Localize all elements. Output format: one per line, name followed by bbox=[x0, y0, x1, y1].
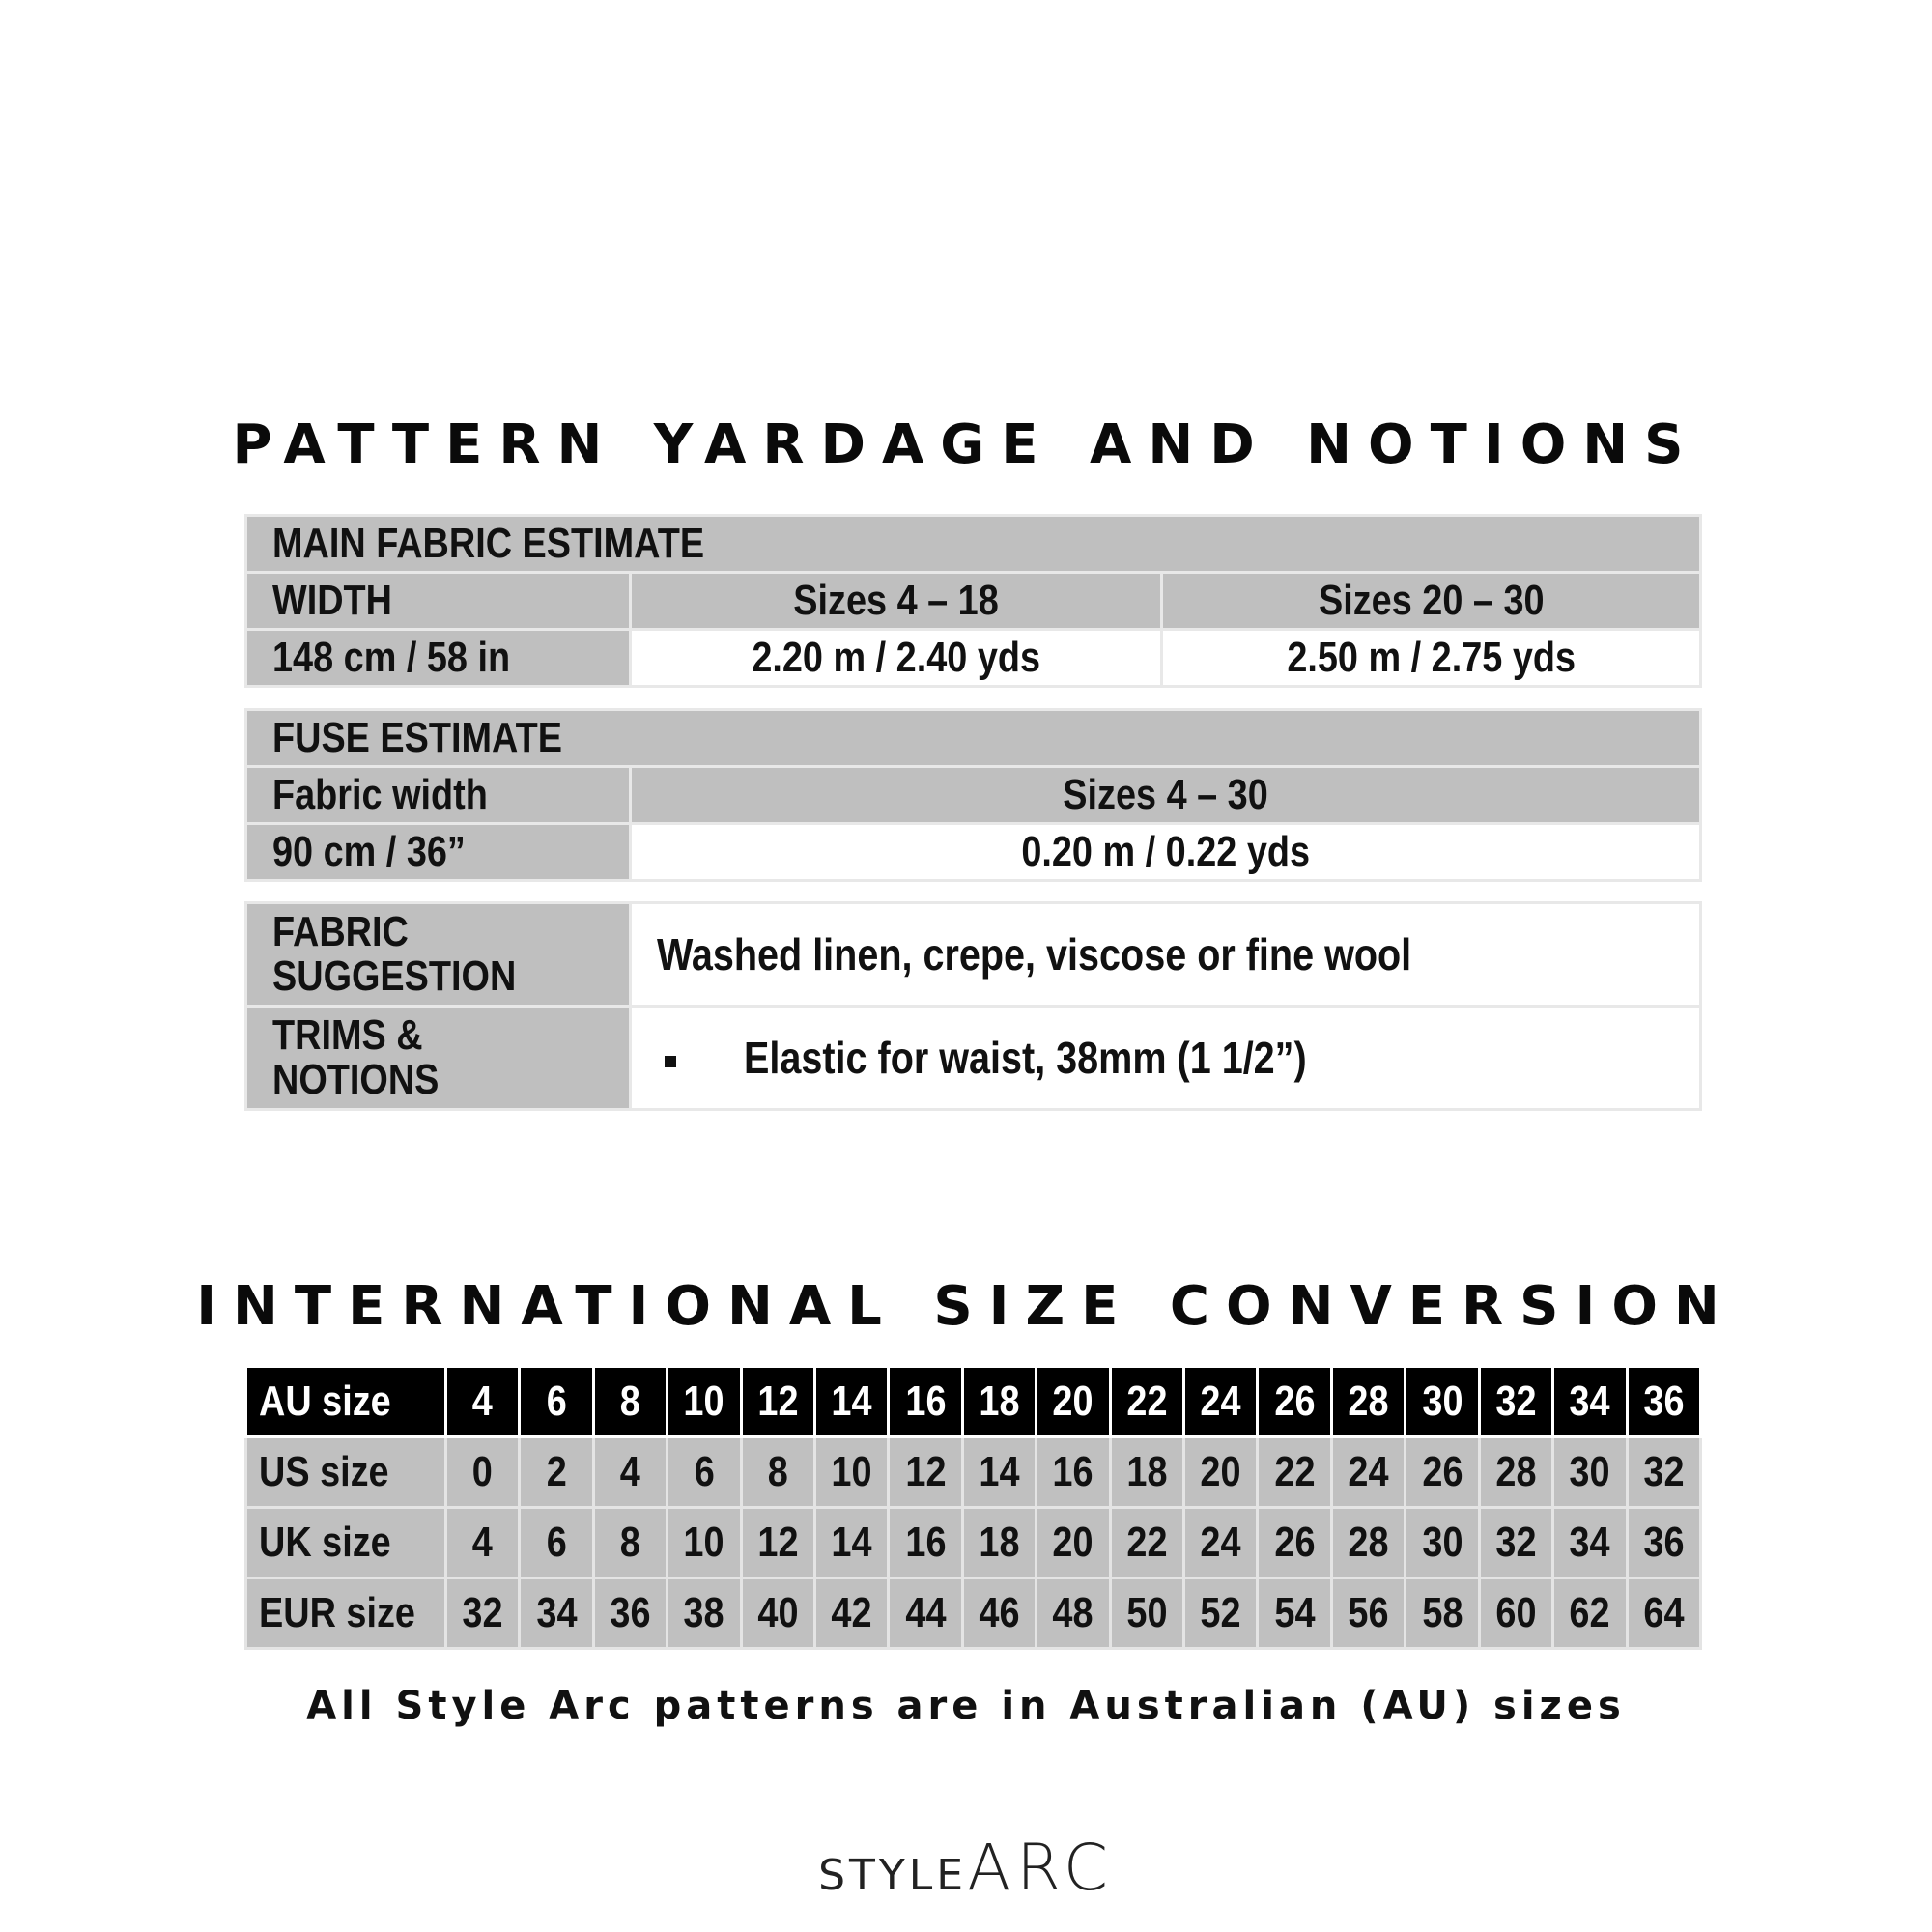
brand-logo bbox=[0, 1831, 1932, 1905]
size-cell: 18 bbox=[962, 1367, 1036, 1437]
size-cell: 36 bbox=[1627, 1508, 1700, 1578]
size-cell: 20 bbox=[1184, 1437, 1258, 1508]
size-row-label: US size bbox=[246, 1437, 446, 1508]
size-row-label: EUR size bbox=[246, 1578, 446, 1649]
main-fabric-amount-row bbox=[246, 630, 1701, 687]
trims-row bbox=[246, 1007, 1701, 1110]
size-cell: 20 bbox=[1037, 1508, 1110, 1578]
size-cell: 44 bbox=[889, 1578, 962, 1649]
size-cell: 38 bbox=[668, 1578, 741, 1649]
size-cell: 6 bbox=[520, 1367, 593, 1437]
size-cell: 36 bbox=[1627, 1367, 1700, 1437]
size-cell: 16 bbox=[889, 1508, 962, 1578]
fuse-heading: FUSE ESTIMATE bbox=[246, 710, 1701, 767]
main-fabric-size-row bbox=[246, 573, 1701, 630]
size-cell: 24 bbox=[1184, 1508, 1258, 1578]
size-cell: 12 bbox=[741, 1367, 814, 1437]
size-cell: 14 bbox=[815, 1508, 889, 1578]
fuse-amount: 0.20 m / 0.22 yds bbox=[631, 824, 1701, 881]
fuse-width-value: 90 cm / 36” bbox=[246, 824, 631, 881]
size-cell: 46 bbox=[962, 1578, 1036, 1649]
brand-style: STYLE bbox=[818, 1851, 968, 1900]
size-row bbox=[246, 1508, 1701, 1578]
size-cell: 28 bbox=[1331, 1508, 1405, 1578]
size-range-small: Sizes 4 – 18 bbox=[631, 573, 1162, 630]
trims-label: TRIMS & NOTIONS bbox=[246, 1007, 631, 1110]
fuse-amount-row bbox=[246, 824, 1701, 881]
size-cell: 48 bbox=[1037, 1578, 1110, 1649]
fuse-table bbox=[244, 708, 1702, 882]
size-row bbox=[246, 1578, 1701, 1649]
size-cell: 28 bbox=[1331, 1367, 1405, 1437]
fuse-heading-row bbox=[246, 710, 1701, 767]
size-cell: 54 bbox=[1258, 1578, 1331, 1649]
size-cell: 10 bbox=[668, 1367, 741, 1437]
size-cell: 60 bbox=[1479, 1578, 1552, 1649]
size-cell: 2 bbox=[520, 1437, 593, 1508]
yardage-title: PATTERN YARDAGE AND NOTIONS bbox=[232, 413, 1700, 476]
size-cell: 24 bbox=[1184, 1367, 1258, 1437]
size-cell: 14 bbox=[815, 1367, 889, 1437]
width-label: WIDTH bbox=[246, 573, 631, 630]
size-row-label: AU size bbox=[246, 1367, 446, 1437]
size-cell: 32 bbox=[1479, 1367, 1552, 1437]
size-cell: 32 bbox=[1627, 1437, 1700, 1508]
size-conversion-table bbox=[244, 1365, 1702, 1650]
size-note: All Style Arc patterns are in Australian (AU) sizes bbox=[306, 1684, 1626, 1728]
trims-item: Elastic for waist, 38mm (1 1/2”) bbox=[631, 1007, 1701, 1110]
size-cell: 62 bbox=[1553, 1578, 1627, 1649]
main-fabric-heading-row bbox=[246, 516, 1701, 573]
size-cell: 26 bbox=[1258, 1367, 1331, 1437]
size-cell: 6 bbox=[668, 1437, 741, 1508]
size-cell: 30 bbox=[1406, 1508, 1479, 1578]
size-cell: 18 bbox=[962, 1508, 1036, 1578]
size-cell: 32 bbox=[446, 1578, 520, 1649]
fabric-suggestion-row bbox=[246, 903, 1701, 1007]
size-cell: 8 bbox=[593, 1367, 667, 1437]
size-cell: 12 bbox=[741, 1508, 814, 1578]
size-cell: 26 bbox=[1406, 1437, 1479, 1508]
size-cell: 8 bbox=[741, 1437, 814, 1508]
size-cell: 22 bbox=[1258, 1437, 1331, 1508]
size-row bbox=[246, 1437, 1701, 1508]
main-fabric-table bbox=[244, 514, 1702, 688]
size-row-label: UK size bbox=[246, 1508, 446, 1578]
size-cell: 58 bbox=[1406, 1578, 1479, 1649]
brand-arc: ARC bbox=[967, 1831, 1114, 1905]
size-cell: 52 bbox=[1184, 1578, 1258, 1649]
size-cell: 10 bbox=[815, 1437, 889, 1508]
size-cell: 20 bbox=[1037, 1367, 1110, 1437]
size-cell: 36 bbox=[593, 1578, 667, 1649]
bullet-icon bbox=[665, 1056, 676, 1067]
size-cell: 34 bbox=[520, 1578, 593, 1649]
size-cell: 22 bbox=[1110, 1367, 1183, 1437]
size-cell: 4 bbox=[593, 1437, 667, 1508]
fabric-suggestion-value: Washed linen, crepe, viscose or fine wool bbox=[631, 903, 1701, 1007]
size-cell: 8 bbox=[593, 1508, 667, 1578]
size-cell: 30 bbox=[1406, 1367, 1479, 1437]
size-cell: 24 bbox=[1331, 1437, 1405, 1508]
size-row bbox=[246, 1367, 1701, 1437]
main-fabric-heading: MAIN FABRIC ESTIMATE bbox=[246, 516, 1701, 573]
size-cell: 34 bbox=[1553, 1508, 1627, 1578]
size-cell: 18 bbox=[1110, 1437, 1183, 1508]
size-cell: 6 bbox=[520, 1508, 593, 1578]
size-cell: 26 bbox=[1258, 1508, 1331, 1578]
size-cell: 64 bbox=[1627, 1578, 1700, 1649]
notes-table bbox=[244, 901, 1702, 1111]
size-cell: 50 bbox=[1110, 1578, 1183, 1649]
size-cell: 42 bbox=[815, 1578, 889, 1649]
size-cell: 28 bbox=[1479, 1437, 1552, 1508]
fuse-width-label: Fabric width bbox=[246, 767, 631, 824]
fuse-size-range: Sizes 4 – 30 bbox=[631, 767, 1701, 824]
size-conversion-title: INTERNATIONAL SIZE CONVERSION bbox=[196, 1275, 1736, 1338]
size-cell: 22 bbox=[1110, 1508, 1183, 1578]
fabric-width-value: 148 cm / 58 in bbox=[246, 630, 631, 687]
size-cell: 56 bbox=[1331, 1578, 1405, 1649]
size-cell: 30 bbox=[1553, 1437, 1627, 1508]
fuse-size-row bbox=[246, 767, 1701, 824]
size-cell: 32 bbox=[1479, 1508, 1552, 1578]
size-cell: 0 bbox=[446, 1437, 520, 1508]
size-cell: 4 bbox=[446, 1367, 520, 1437]
size-cell: 34 bbox=[1553, 1367, 1627, 1437]
amount-large: 2.50 m / 2.75 yds bbox=[1162, 630, 1701, 687]
size-cell: 4 bbox=[446, 1508, 520, 1578]
size-range-large: Sizes 20 – 30 bbox=[1162, 573, 1701, 630]
amount-small: 2.20 m / 2.40 yds bbox=[631, 630, 1162, 687]
size-cell: 16 bbox=[1037, 1437, 1110, 1508]
size-cell: 14 bbox=[962, 1437, 1036, 1508]
size-cell: 40 bbox=[741, 1578, 814, 1649]
fabric-suggestion-label: FABRIC SUGGESTION bbox=[246, 903, 631, 1007]
size-cell: 12 bbox=[889, 1437, 962, 1508]
size-cell: 16 bbox=[889, 1367, 962, 1437]
size-cell: 10 bbox=[668, 1508, 741, 1578]
